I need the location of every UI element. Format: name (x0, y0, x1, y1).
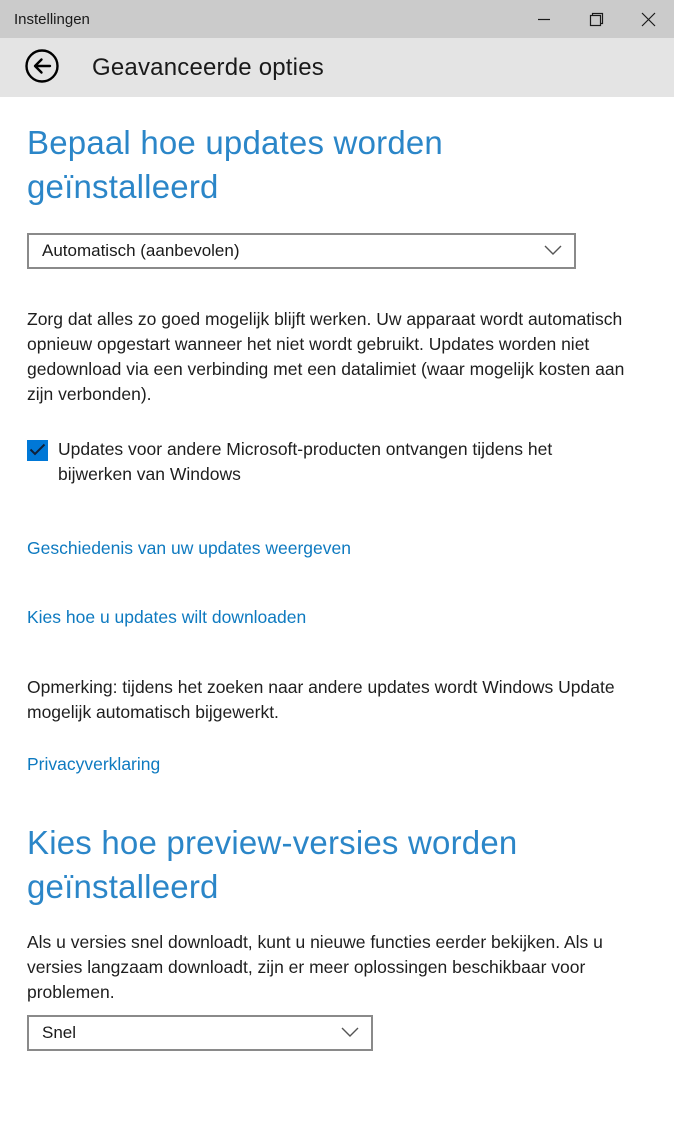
window-title: Instellingen (14, 10, 90, 28)
update-description: Zorg dat alles zo goed mogelijk blijft werken. Uw apparaat wordt automatisch opnieuw opgestart wanneer het niet wordt gebruikt. Updates worden niet gedownload via een verbinding met een datalimiet (waar mogelijk kosten aan zijn verbonden). (27, 309, 625, 404)
update-note: Opmerking: tijdens het zoeken naar andere updates wordt Windows Update mogelijk automatisch bijgewerkt. (27, 677, 615, 722)
close-icon (641, 12, 656, 27)
page-header (0, 38, 674, 97)
ms-products-checkbox-row[interactable] (27, 437, 644, 487)
preview-speed-dropdown-value: Snel (42, 1023, 77, 1042)
chevron-down-icon (341, 1024, 359, 1042)
page-title: Geavanceerde opties (92, 53, 324, 81)
chevron-down-icon (544, 242, 562, 260)
restore-icon (589, 12, 604, 27)
content-area (0, 97, 674, 1051)
restore-button[interactable] (570, 0, 622, 38)
preview-speed-dropdown[interactable] (27, 1015, 373, 1051)
back-arrow-icon (24, 48, 60, 87)
update-history-link[interactable]: Geschiedenis van uw updates weergeven (27, 538, 351, 558)
update-mode-dropdown[interactable] (27, 233, 576, 269)
choose-download-link[interactable]: Kies hoe u updates wilt downloaden (27, 607, 307, 627)
minimize-icon (537, 12, 551, 26)
update-mode-dropdown-value: Automatisch (aanbevolen) (42, 241, 240, 260)
update-install-heading: Bepaal hoe updates worden geïnstalleerd (27, 124, 443, 205)
minimize-button[interactable] (518, 0, 570, 38)
ms-products-checkbox-label[interactable]: Updates voor andere Microsoft-producten ontvangen tijdens het bijwerken van Windows (58, 439, 553, 484)
preview-heading: Kies hoe preview-versies worden geïnstalleerd (27, 824, 518, 905)
window-controls (518, 0, 674, 38)
preview-description: Als u versies snel downloadt, kunt u nieuwe functies eerder bekijken. Als u versies langzaam downloadt, zijn er meer oplossingen beschikbaar voor problemen. (27, 932, 603, 1002)
privacy-statement-link[interactable]: Privacyverklaring (27, 754, 161, 774)
back-button[interactable] (24, 50, 60, 86)
ms-products-checkbox[interactable] (27, 440, 48, 461)
close-button[interactable] (622, 0, 674, 38)
checkmark-icon (29, 443, 46, 459)
titlebar (0, 0, 674, 38)
